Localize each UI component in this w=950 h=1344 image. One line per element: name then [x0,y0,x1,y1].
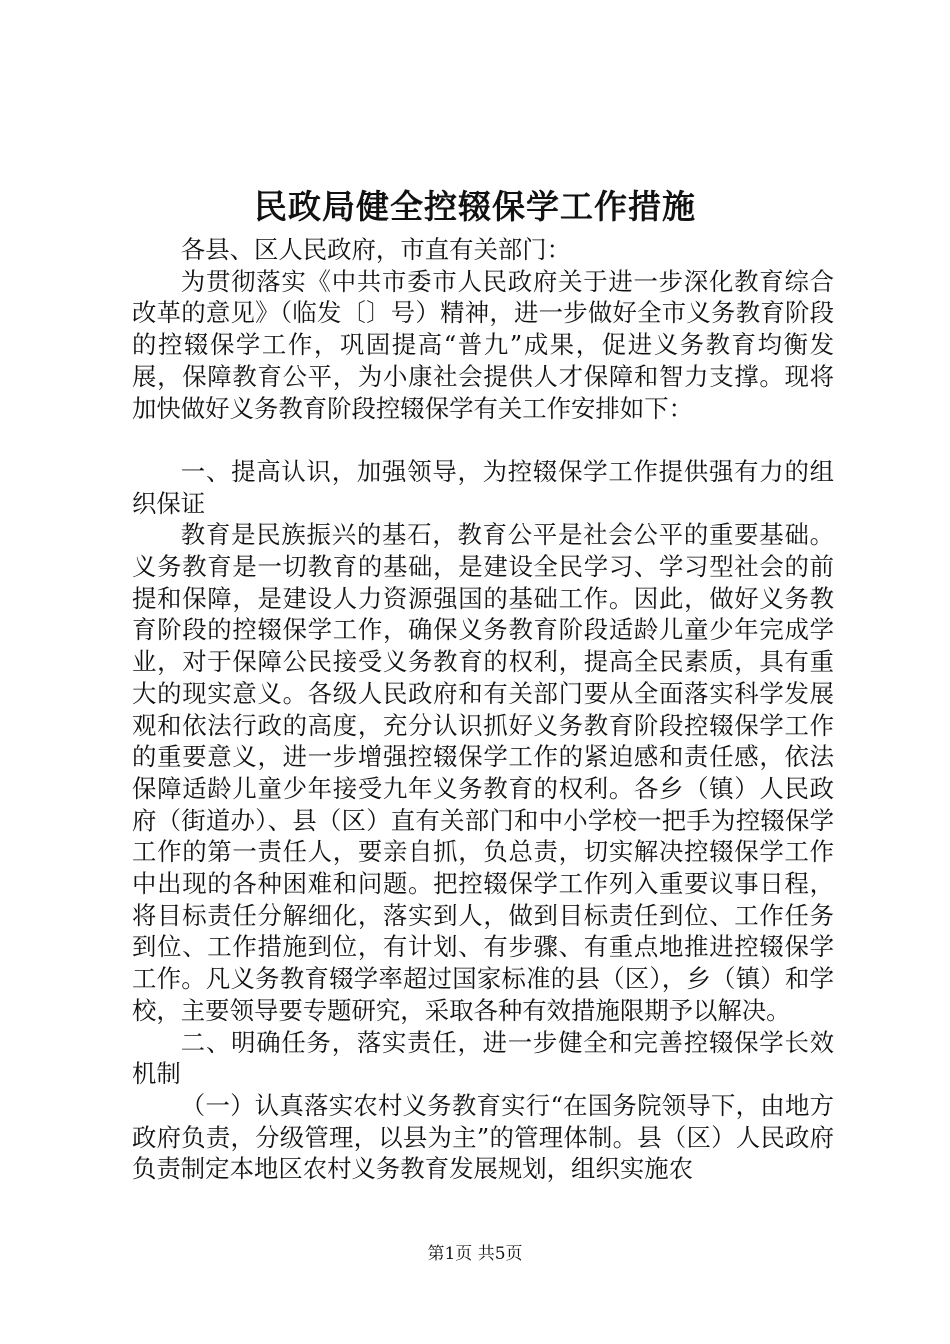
section-two-heading: 二、明确任务，落实责任，进一步健全和完善控辍保学长效机制 [132,1027,834,1089]
intro-paragraph: 为贯彻落实《中共市委市人民政府关于进一步深化教育综合改革的意见》（临发〔〕号）精神，进一步做好全市义务教育阶段的控辍保学工作，巩固提高“普九”成果，促进义务教育均衡发展，保障教育公平，为小康社会提供人才保障和智力支撑。现将加快做好义务教育阶段控辍保学有关工作安排如下： [132,266,834,423]
section-one-heading: 一、提高认识，加强领导，为控辍保学工作提供强有力的组织保证 [132,456,834,518]
section-two-item-one: （一）认真落实农村义务教育实行“在国务院领导下，由地方政府负责，分级管理，以县为主”的管理体制。县（区）人民政府负责制定本地区农村义务教育发展规划，组织实施农 [132,1090,834,1184]
document-body [132,234,834,1185]
salutation-paragraph: 各县、区人民政府，市直有关部门： [180,235,572,264]
page-number-footer: 第1页 共5页 [427,1244,523,1264]
document-title: 民政局健全控辍保学工作措施 [254,187,696,226]
section-one-body: 教育是民族振兴的基石，教育公平是社会公平的重要基础。义务教育是一切教育的基础，是建设全民学习、学习型社会的前提和保障，是建设人力资源强国的基础工作。因此，做好义务教育阶段的控辍保学工作，确保义务教育阶段适龄儿童少年完成学业，对于保障公民接受义务教育的权利，提高全民素质，具有重大的现实意义。各级人民政府和有关部门要从全面落实科学发展观和依法行政的高度，充分认识抓好义务教育阶段控辍保学工作的重要意义，进一步增强控辍保学工作的紧迫感和责任感，依法保障适龄儿童少年接受九年义务教育的权利。各乡（镇）人民政府（街道办）、县（区）直有关部门和中小学校一把手为控辍保学工作的第一责任人，要亲自抓，负总责，切实解决控辍保学工作中出现的各种困难和问题。把控辍保学工作列入重要议事日程，将目标责任分解细化，落实到人，做到目标责任到位、工作任务到位、工作措施到位，有计划、有步骤、有重点地推进控辍保学工作。凡义务教育辍学率超过国家标准的县（区），乡（镇）和学校，主要领导要专题研究，采取各种有效措施限期予以解决。 [132,520,834,1025]
